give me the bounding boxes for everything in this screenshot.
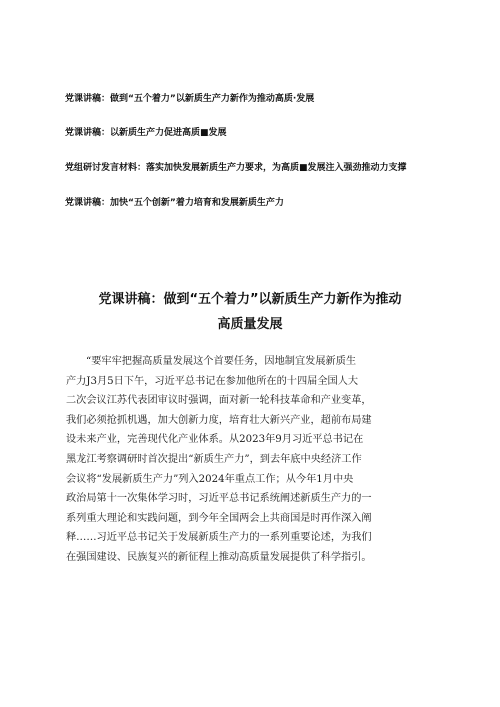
paragraph-line: 系列重大理论和实践问题，到今年全国两会上共商国是时再作深入阐 — [66, 512, 372, 524]
paragraph-line: “要牢牢把握高质量发展这个首要任务，因地制宜发展新质生 — [86, 356, 357, 367]
toc-item-3[interactable]: 党组研讨发言材料：落实加快发展新质生产力要求，为高质■发展注入强劲推动力支撑 — [65, 163, 407, 173]
article-title — [30, 287, 470, 337]
article-title-line-1: 党课讲稿：做到“五个着力”以新质生产力新作为推动 — [98, 292, 402, 307]
toc-item-4[interactable]: 党课讲稿：加快“五个创新”着力培育和发展新质生产力 — [65, 198, 284, 208]
article-paragraph — [66, 352, 474, 568]
toc-item-1[interactable]: 党课讲稿：做到“五个着力”以新质生产力新作为推动高质·发展 — [65, 94, 315, 104]
paragraph-line: 在强国建设、民族复兴的新征程上推动高质量发展提供了科学指引。 — [66, 551, 372, 563]
paragraph-line: 我们必须抢抓机遇，加大创新力度，培育壮大新兴产业，超前布局建 — [66, 414, 372, 426]
article-title-line-2: 高质量发展 — [217, 317, 283, 332]
toc-item-2[interactable]: 党课讲稿：以新质生产力促进高质■发展 — [65, 128, 227, 138]
paragraph-line: 设未来产业，完善现代化产业体系。从2023年9月习近平总书记在 — [66, 434, 364, 446]
paragraph-line: 黑龙江考察调研时首次提出“新质生产力”，到去年底中央经济工作 — [66, 453, 362, 465]
paragraph-line: 二次会议江苏代表团审议时强调，面对新一轮科技革命和产业变革， — [66, 395, 372, 407]
paragraph-line: 产力J3月5日下午，习近平总书记在参加他所在的十四届全国人大 — [66, 375, 359, 387]
table-of-contents — [65, 93, 475, 209]
paragraph-line: 政治局第十一次集体学习时，习近平总书记系统阐述新质生产力的一 — [66, 493, 372, 505]
paragraph-line: 会议将“发展新质生产力”列入2024年重点工作；从今年1月中央 — [66, 473, 354, 485]
paragraph-line: 释……习近平总书记关于发展新质生产力的一系列重要论述，为我们 — [66, 532, 372, 544]
